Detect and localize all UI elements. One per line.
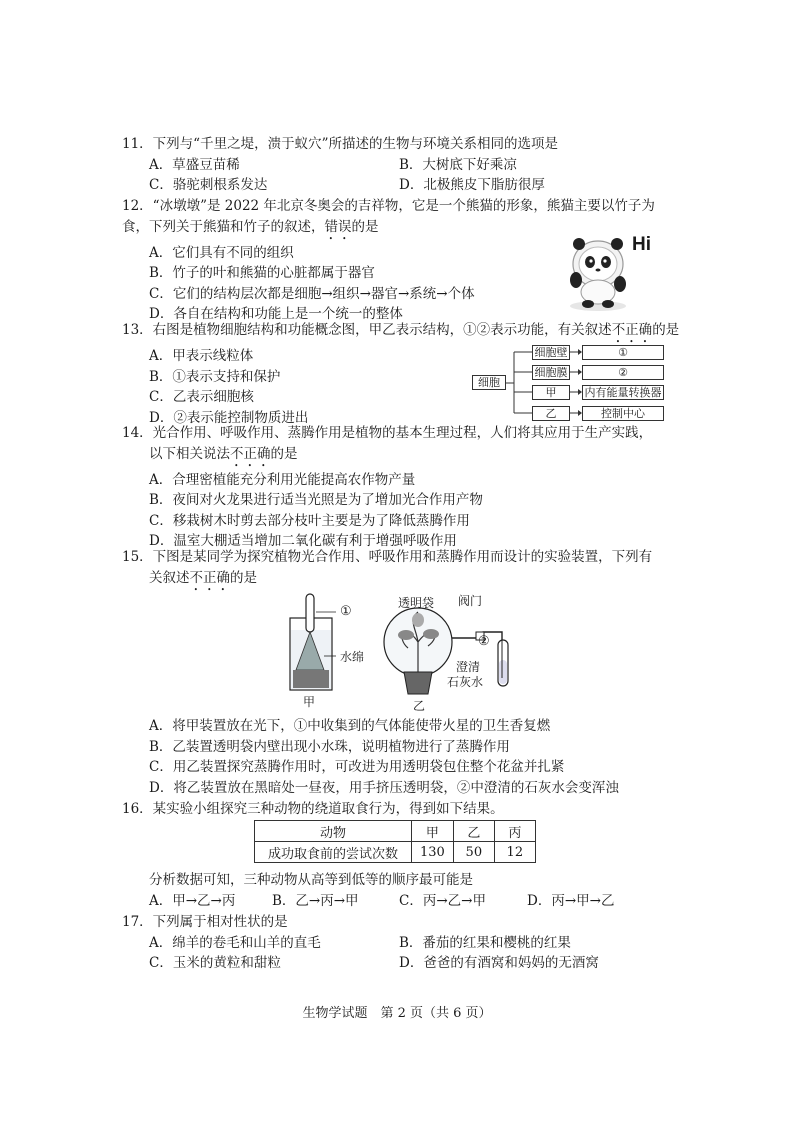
q12-stem-text: 食，下列关于熊猫和竹子的叙述， [122, 218, 325, 235]
question-16-analysis [122, 870, 682, 911]
cell-concept-diagram [470, 344, 665, 420]
q11-option-c: C．骆驼刺根系发达 [149, 177, 268, 194]
q14-option-a: A．合理密植能充分利用光能提高农作物产量 [149, 471, 416, 488]
q17-row2 [122, 953, 682, 974]
fig-label-sponge: 水绵 [340, 650, 365, 664]
q15-option-d: D．将乙装置放在黑暗处一昼夜，用手挤压透明袋，②中澄清的石灰水会变浑浊 [149, 779, 619, 796]
question-11 [122, 134, 682, 196]
q13-option-a: A．甲表示线粒体 [149, 348, 254, 364]
question-15-options [122, 716, 682, 798]
q14-option-d: D．温室大棚适当增加二氧化碳有利于增强呼吸作用 [149, 533, 457, 550]
q12-option-b: B．竹子的叶和熊猫的心脏都属于器官 [149, 265, 375, 282]
q11-option-a: A．草盛豆苗稀 [149, 156, 240, 173]
table-row [255, 842, 536, 863]
q17-option-a: A．绵羊的卷毛和山羊的直毛 [149, 934, 321, 951]
table-header-bing: 丙 [494, 821, 535, 842]
q16-option-c: C．丙→乙→甲 [399, 892, 486, 909]
q17-option-d: D．爸爸的有酒窝和妈妈的无酒窝 [399, 955, 599, 972]
panda-mascot-image [560, 228, 670, 312]
fig-label-valve: 阀门 [458, 594, 483, 608]
table-cell-jia: 130 [412, 842, 454, 863]
q15-option-c: C．用乙装置探究蒸腾作用时，可改进为用透明袋包住整个花盆并扎紧 [149, 759, 565, 776]
q13-option-b: B．①表示支持和保护 [149, 368, 281, 385]
q11-option-d: D．北极熊皮下脂肪很厚 [399, 177, 545, 194]
concept-cell-membrane-box: 细胞膜 [532, 365, 570, 380]
fig-label-bag: 透明袋 [398, 596, 435, 610]
q15-option-b: B．乙装置透明袋内壁出现小水珠，说明植物进行了蒸腾作用 [149, 738, 510, 755]
fig-label-2: ② [478, 634, 490, 649]
q13-stem-end: 的是 [652, 322, 680, 338]
concept-cell-wall-box: 细胞壁 [532, 345, 570, 360]
table-header-animal: 动物 [255, 821, 412, 842]
q12-stem-end: 的是 [351, 218, 379, 235]
q15-stem-end: 的是 [230, 569, 257, 586]
concept-jia-box: 甲 [532, 385, 570, 400]
concept-energy-box: 内有能量转换器 [582, 385, 664, 400]
q12-option-c: C．它们的结构层次都是细胞→组织→器官→系统→个体 [149, 285, 475, 302]
concept-cell-box: 细胞 [472, 375, 506, 390]
table-cell-bing: 12 [494, 842, 535, 863]
q16-options-row [122, 891, 682, 912]
q16-data-table [254, 820, 536, 863]
q17-stem: 17．下列属于相对性状的是 [122, 914, 288, 930]
q16-option-b: B．乙→丙→甲 [272, 892, 359, 909]
q15-stem-line1: 15．下图是某同学为探究植物光合作用、呼吸作用和蒸腾作用而设计的实验装置，下列有 [122, 549, 653, 565]
q14-stem-line2 [122, 444, 682, 470]
fig-label-jia: 甲 [303, 695, 316, 709]
q13-option-c: C．乙表示细胞核 [149, 389, 254, 406]
q13-option-d: D．②表示能控制物质进出 [149, 409, 309, 426]
table-cell-yi: 50 [453, 842, 494, 863]
table-cell-attempts: 成功取食前的尝试次数 [255, 842, 412, 863]
q14-emphasis: 不正确 [230, 445, 271, 462]
q14-option-b: B．夜间对火龙果进行适当光照是为了增加光合作用产物 [149, 492, 483, 509]
q12-stem-line1: 12．“冰墩墩”是 2022 年北京冬奥会的吉祥物，它是一个熊猫的形象，熊猫主要以竹子为 [122, 198, 655, 214]
table-header-yi: 乙 [453, 821, 494, 842]
q14-stem-line1: 14．光合作用、呼吸作用、蒸腾作用是植物的基本生理过程，人们将其应用于生产实践， [122, 425, 653, 441]
q12-option-d: D．各自在结构和功能上是一个统一的整体 [149, 306, 403, 323]
q16-option-a: A．甲→乙→丙 [149, 892, 236, 909]
q15-stem-text: 关叙述 [149, 569, 190, 586]
q13-emphasis: 不正确 [611, 322, 653, 338]
fig-label-lime-1: 澄清 [456, 660, 481, 674]
panda-hi-text: Hi [632, 234, 651, 255]
q11-row1 [122, 155, 682, 176]
q13-stem-text: 13．右图是植物细胞结构和功能概念图，甲乙表示结构，①②表示功能，有关叙述 [122, 322, 612, 338]
q17-row1 [122, 933, 682, 954]
q17-option-c: C．玉米的黄粒和甜粒 [149, 955, 281, 972]
q15-option-a: A．将甲装置放在光下，①中收集到的气体能使带火星的卫生香复燃 [149, 718, 551, 734]
q12-emphasis: 错误 [324, 218, 352, 235]
fig-label-lime-2: 石灰水 [447, 675, 484, 689]
concept-function-2-box: ② [582, 365, 664, 380]
q12-option-a: A．它们具有不同的组织 [149, 244, 294, 261]
q11-stem: 11．下列与“千里之堤，溃于蚁穴”所描述的生物与环境关系相同的选项是 [122, 136, 558, 152]
concept-yi-box: 乙 [532, 406, 570, 421]
page-footer: 生物学试题 第 2 页（共 6 页） [302, 1006, 492, 1021]
q16-analysis: 分析数据可知，三种动物从高等到低等的顺序最可能是 [149, 872, 473, 888]
q14-stem-end: 的是 [270, 445, 298, 462]
q14-option-c: C．移栽树木时剪去部分枝叶主要是为了降低蒸腾作用 [149, 512, 470, 529]
question-17 [122, 912, 682, 974]
q11-option-b: B．大树底下好乘凉 [399, 156, 517, 173]
q14-stem-text: 以下相关说法 [149, 445, 230, 462]
concept-function-1-box: ① [582, 345, 664, 360]
question-15 [122, 547, 682, 594]
concept-control-box: 控制中心 [582, 406, 664, 421]
question-16 [122, 799, 682, 820]
q16-stem: 16．某实验小组探究三种动物的绕道取食行为，得到如下结果。 [122, 801, 504, 817]
q16-option-d: D．丙→甲→乙 [527, 892, 615, 909]
q17-option-b: B．番茄的红果和樱桃的红果 [399, 934, 571, 951]
fig-label-yi: 乙 [413, 699, 426, 713]
fig-label-1: ① [340, 604, 352, 619]
q11-row2 [122, 175, 682, 196]
q13-stem [122, 320, 682, 346]
table-header-jia: 甲 [412, 821, 454, 842]
question-14 [122, 423, 682, 552]
q15-emphasis: 不正确 [189, 569, 230, 586]
table-row [255, 821, 536, 842]
